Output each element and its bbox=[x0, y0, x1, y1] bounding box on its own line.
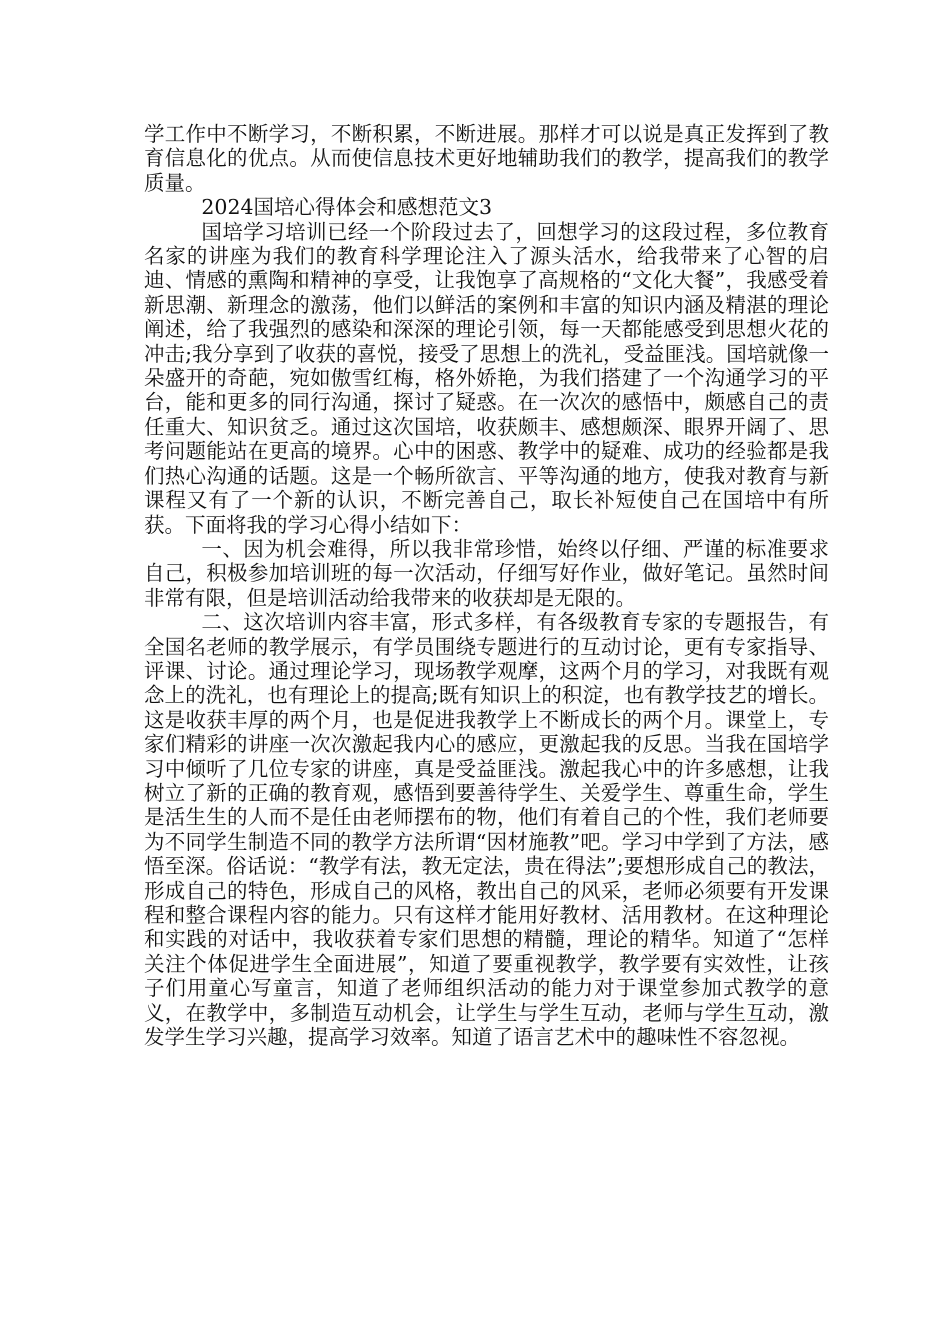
paragraph-point-one: 一、因为机会难得，所以我非常珍惜，始终以仔细、严谨的标准要求自己，积极参加培训班的每一次活动，仔细写好作业，做好笔记。虽然时间非常有限，但是培训活动给我带来的收获却是无限的。 bbox=[144, 536, 829, 610]
paragraph-intro: 国培学习培训已经一个阶段过去了，回想学习的这段过程，多位教育名家的讲座为我们的教育科学理论注入了源头活水，给我带来了心智的启迪、情感的熏陶和精神的享受，让我饱享了高规格的“文化大餐”，我感受着新思潮、新理念的激荡，他们以鲜活的案例和丰富的知识内涵及精湛的理论阐述，给了我强烈的感染和深深的理论引领，每一天都能感受到思想火花的冲击;我分享到了收获的喜悦，接受了思想上的洗礼，受益匪浅。国培就像一朵盛开的奇葩，宛如傲雪红梅，格外娇艳，为我们搭建了一个沟通学习的平台，能和更多的同行沟通，探讨了疑惑。在一次次的感悟中，颇感自己的责任重大、知识贫乏。通过这次国培，收获颇丰、感想颇深、眼界开阔了、思考问题能站在更高的境界。心中的困惑、教学中的疑难、成功的经验都是我们热心沟通的话题。这是一个畅所欲言、平等沟通的地方，使我对教育与新课程又有了一个新的认识，不断完善自己，取长补短使自己在国培中有所获。下面将我的学习心得小结如下： bbox=[144, 219, 829, 537]
section-heading: 2024国培心得体会和感想范文3 bbox=[201, 195, 493, 220]
paragraph-continuation: 学工作中不断学习，不断积累，不断进展。那样才可以说是真正发挥到了教育信息化的优点。从而使信息技术更好地辅助我们的教学，提高我们的教学质量。 bbox=[144, 122, 829, 195]
document-body bbox=[144, 122, 829, 1049]
paragraph-point-two: 二、这次培训内容丰富，形式多样，有各级教育专家的专题报告，有全国名老师的教学展示，有学员围绕专题进行的互动讨论，更有专家指导、评课、讨论。通过理论学习，现场教学观摩，这两个月的学习，对我既有观念上的洗礼，也有理论上的提高;既有知识上的积淀，也有教学技艺的增长。这是收获丰厚的两个月，也是促进我教学上不断成长的两个月。课堂上，专家们精彩的讲座一次次激起我内心的感应，更激起我的反思。当我在国培学习中倾听了几位专家的讲座，真是受益匪浅。激起我心中的许多感想，让我树立了新的正确的教育观，感悟到要善待学生、关爱学生、尊重生命，学生是活生生的人而不是任由老师摆布的物，他们有着自己的个性，我们老师要为不同学生制造不同的教学方法所谓“因材施教”吧。学习中学到了方法，感悟至深。俗话说：“教学有法，教无定法，贵在得法”;要想形成自己的教法，形成自己的特色，形成自己的风格，教出自己的风采，老师必须要有开发课程和整合课程内容的能力。只有这样才能用好教材、活用教材。在这种理论和实践的对话中，我收获着专家们思想的精髓，理论的精华。知道了“怎样关注个体促进学生全面进展”，知道了要重视教学，教学要有实效性，让孩子们用童心写童言，知道了老师组织活动的能力对于课堂参加式教学的意义，在教学中，多制造互动机会，让学生与学生互动，老师与学生互动，激发学生学习兴趣，提高学习效率。知道了语言艺术中的趣味性不容忽视。 bbox=[144, 610, 829, 1050]
